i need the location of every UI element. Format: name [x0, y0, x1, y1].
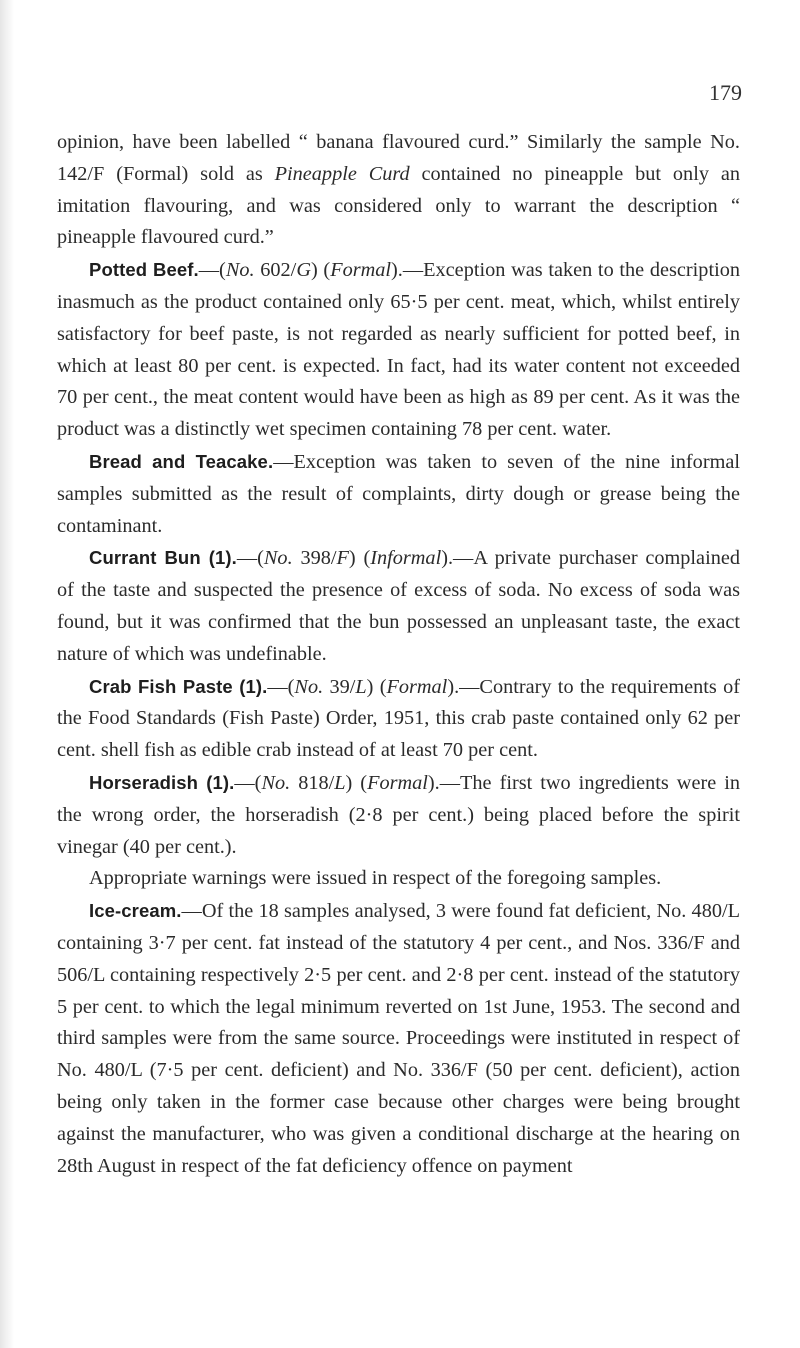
ref-mid: ) ( — [310, 259, 331, 282]
section-heading: Potted Beef. — [89, 259, 199, 281]
ref-number: 818/ — [290, 771, 335, 794]
ref-letter: L — [334, 771, 346, 794]
paragraph-ice-cream — [57, 895, 740, 1182]
ref-number: 602/ — [254, 259, 297, 282]
paragraph-potted-beef — [57, 254, 740, 446]
section-heading: Horseradish (1). — [89, 771, 235, 793]
section-heading: Ice-cream. — [89, 900, 182, 922]
ref-close: ).— — [441, 547, 474, 570]
binding-shadow — [0, 0, 14, 1348]
ref-type: Formal — [367, 771, 428, 794]
ref-mid: ) ( — [348, 547, 371, 570]
ref-mid: ) ( — [345, 771, 368, 794]
separator: — — [273, 450, 294, 473]
body-text — [57, 127, 740, 1182]
ref-open: —( — [234, 771, 262, 794]
paragraph-currant-bun — [57, 542, 740, 670]
paragraph-bread-teacake — [57, 446, 740, 542]
paragraph-text: Contrary to the requirements of the Food Standards (Fish Paste) Order, 1951, this crab paste contained only 62 per cent. shell fish as edible crab instead of at least 70 per cent. — [57, 675, 740, 762]
paragraph-text: contained no pineapple but only an imitation flavouring, and was considered only to warrant the description “ pineapple flavoured curd.” — [57, 162, 740, 249]
page-number: 179 — [709, 80, 742, 105]
section-heading: Bread and Teacake. — [89, 450, 274, 472]
paragraph-pineapple-curd — [57, 127, 740, 254]
section-heading: Currant Bun (1). — [89, 547, 237, 569]
ref-open: —( — [236, 547, 264, 570]
paragraph-text: A private purchaser complained of the taste and suspected the presence of excess of soda. No excess of soda was found, but it was confirmed that the bun possessed an unpleasant taste, the exact nature of which was undefinable. — [57, 547, 740, 665]
product-name-italic: Pineapple Curd — [274, 162, 410, 185]
ref-no: No. — [261, 771, 291, 794]
ref-close: ).— — [447, 675, 480, 698]
paragraph-warnings — [57, 863, 740, 895]
ref-type: Formal — [386, 675, 448, 698]
ref-number: 39/ — [323, 675, 356, 698]
ref-close: ).— — [391, 259, 424, 282]
paragraph-text: The first two ingredients were in the wrong order, the horseradish (2·8 per cent.) being placed before the spirit vinegar (40 per cent.). — [57, 771, 740, 858]
ref-number: 398/ — [292, 547, 337, 570]
ref-no: No. — [263, 547, 293, 570]
ref-letter: L — [355, 675, 367, 698]
paragraph-text: opinion, have been labelled “ banana flavoured curd.” Similarly the sample No. 142/F (Formal) sold as — [57, 131, 740, 185]
ref-no: No. — [225, 259, 255, 282]
ref-open: —( — [198, 259, 226, 282]
separator: — — [181, 900, 202, 923]
ref-open: —( — [267, 675, 295, 698]
paragraph-text: Exception was taken to the description inasmuch as the product contained only 65·5 per cent. meat, which, whilst entirely satisfactory for beef paste, is not regarded as nearly sufficient for potted beef, in which at least 80 per cent. is expected. In fact, had its water content not exceeded 70 per cent., the meat content would have been as high as 89 per cent. As it was the product was a distinctly wet specimen containing 78 per cent. water. — [57, 259, 740, 441]
paragraph-crab-fish-paste — [57, 671, 740, 767]
paragraph-text: Of the 18 samples analysed, 3 were found fat deficient, No. 480/L containing 3·7 per cent. fat instead of the statutory 4 per cent., and Nos. 336/F and 506/L containing respectively 2·5 per cent. and 2·8 per cent. instead of the statutory 5 per cent. to which the legal minimum reverted on 1st June, 1953. The second and third samples were from the same source. Proceedings were instituted in respect of No. 480/L (7·5 per cent. deficient) and No. 336/F (50 per cent. deficient), action being only taken in the former case because other charges were being brought against the manufacturer, who was given a conditional discharge at the hearing on 28th August in respect of the fat deficiency offence on payment — [57, 900, 740, 1177]
ref-type: Informal — [370, 547, 442, 570]
paragraph-horseradish — [57, 767, 740, 863]
paragraph-text: Appropriate warnings were issued in respect of the foregoing samples. — [89, 867, 662, 890]
ref-close: ).— — [427, 771, 461, 794]
ref-no: No. — [294, 675, 324, 698]
section-heading: Crab Fish Paste (1). — [89, 675, 268, 697]
paragraph-text: Exception was taken to seven of the nine informal samples submitted as the result of complaints, dirty dough or grease being the contaminant. — [57, 450, 740, 537]
ref-type: Formal — [330, 259, 392, 282]
ref-mid: ) ( — [366, 675, 387, 698]
ref-letter: G — [296, 259, 311, 282]
ref-letter: F — [336, 547, 349, 570]
